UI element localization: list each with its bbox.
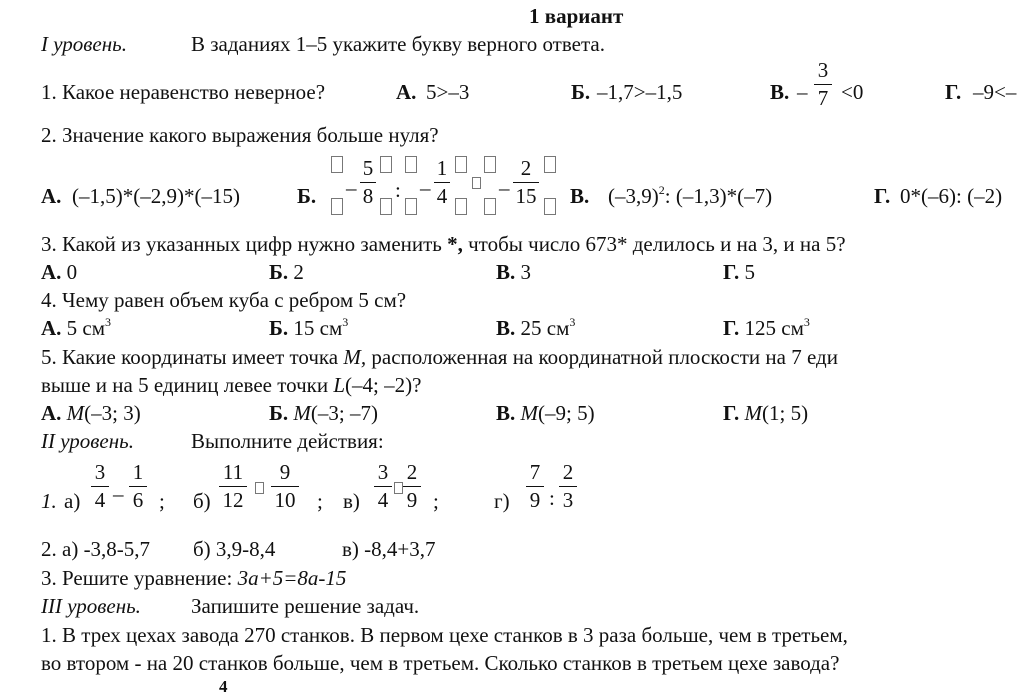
placeholder-glyph	[331, 198, 343, 215]
denominator: 12	[222, 488, 244, 512]
q5-answer-v: В. М(–9; 5)	[496, 401, 595, 425]
q2-answer-g-label: Г.	[874, 184, 891, 208]
q2-b-fraction-1	[360, 158, 376, 207]
task-1-number: 1.	[41, 489, 57, 513]
task-1b-fraction-2	[271, 462, 299, 511]
placeholder-glyph	[380, 156, 392, 173]
q2-b-f3-denominator: 15	[515, 184, 537, 208]
q2-b-f1-denominator: 8	[362, 184, 374, 208]
q4-answer-a: А. 5 $см^3$	[41, 315, 112, 340]
q1-v-numerator: 3	[814, 60, 832, 85]
q1-v-denominator: 7	[817, 86, 829, 110]
problem-1-line-1: 1. В трех цехах завода 270 станков. В первом цехе станков в 3 раза больше, чем в третьем,	[41, 623, 848, 647]
task-1b-fraction-1	[219, 462, 247, 511]
placeholder-glyph	[484, 198, 496, 215]
denominator: 4	[94, 488, 106, 512]
numerator: 7	[526, 462, 544, 487]
task-2c: в) -8,4+3,7	[342, 537, 436, 561]
question-5-line-2: выше и на 5 единиц левее точки L(–4; –2)?	[41, 373, 422, 397]
q4-answer-v: В. 25 $см^3$	[496, 315, 576, 340]
q2-b-minus-3: –	[499, 176, 510, 200]
placeholder-glyph	[544, 156, 556, 173]
problem-1-line-2: во втором - на 20 станков больше, чем в третьем. Сколько станков в третьем цехе завода?	[41, 651, 840, 675]
task-1b-label: б)	[193, 489, 211, 513]
task-2a: 2. а) -3,8-5,7	[41, 537, 151, 561]
q1-answer-v-label: В.	[770, 80, 790, 104]
q5-answer-b: Б. М(–3; –7)	[269, 401, 378, 425]
question-4-text: 4. Чему равен объем куба с ребром 5 см?	[41, 288, 407, 312]
placeholder-glyph	[255, 482, 264, 494]
q3-answer-g: Г. 5	[723, 260, 755, 284]
q1-answer-a-text: 5>–3	[426, 80, 470, 104]
q2-b-colon: :	[395, 178, 401, 202]
task-1a-fraction-2	[129, 462, 147, 511]
denominator: 9	[529, 488, 541, 512]
q2-answer-v-label: В.	[570, 184, 590, 208]
task-1b-separator: ;	[317, 489, 323, 513]
placeholder-glyph	[472, 177, 481, 189]
question-5-line-1: 5. Какие координаты имеет точка М, расположенная на координатной плоскости на 7 еди	[41, 345, 838, 369]
task-1a-separator: ;	[159, 489, 165, 513]
denominator: 4	[377, 488, 389, 512]
q1-answer-b-text: –1,7>–1,5	[597, 80, 683, 104]
level-1-instruction: В заданиях 1–5 укажите букву верного ответа.	[191, 32, 605, 56]
q2-b-f1-numerator: 5	[360, 158, 376, 183]
task-1a-fraction-1	[91, 462, 109, 511]
level-2-instruction: Выполните действия:	[191, 429, 384, 453]
denominator: 10	[274, 488, 296, 512]
placeholder-glyph	[331, 156, 343, 173]
q1-answer-v-fraction	[814, 60, 832, 109]
placeholder-glyph	[405, 156, 417, 173]
numerator: 1	[129, 462, 147, 487]
task-1c-separator: ;	[433, 489, 439, 513]
q2-b-minus-1: –	[346, 176, 357, 200]
q2-answer-v-text: $(-3,9)^2$: (–1,3)*(–7)	[608, 183, 773, 208]
task-3: 3. Решите уравнение: 3а+5=8а-15	[41, 566, 347, 590]
q2-answer-a-label: А.	[41, 184, 62, 208]
q1-answer-g-label: Г.	[945, 80, 962, 104]
q2-b-fraction-2	[434, 158, 450, 207]
placeholder-glyph	[405, 198, 417, 215]
placeholder-glyph	[380, 198, 392, 215]
q1-answer-b-label: Б.	[571, 80, 591, 104]
placeholder-glyph	[394, 482, 403, 494]
numerator: 3	[91, 462, 109, 487]
q2-b-fraction-3	[513, 158, 539, 207]
placeholder-glyph	[455, 156, 467, 173]
denominator: 3	[562, 488, 574, 512]
numerator: 11	[219, 462, 247, 487]
numerator: 2	[403, 462, 421, 487]
task-2b: б) 3,9-8,4	[193, 537, 276, 561]
variant-title: 1 вариант	[529, 4, 624, 28]
task-1d-operator: :	[549, 486, 555, 510]
question-2-text: 2. Значение какого выражения больше нуля?	[41, 123, 439, 147]
q2-answer-g-text: 0*(–6): (–2)	[900, 184, 1003, 208]
q1-answer-v-minus: –	[797, 80, 808, 104]
task-1d-fraction-1	[526, 462, 544, 511]
task-1a-operator: –	[113, 482, 124, 506]
q3-answer-a: А. 0	[41, 260, 78, 284]
q1-answer-v-rest: <0	[841, 80, 864, 104]
q1-answer-g-text: –9<–	[973, 80, 1017, 104]
placeholder-glyph	[544, 198, 556, 215]
q1-answer-a-label: А.	[396, 80, 417, 104]
page-number: 4	[219, 677, 228, 696]
q4-answer-b: Б. 15 $см^3$	[269, 315, 349, 340]
q3-answer-v: В. 3	[496, 260, 532, 284]
question-3-text: 3. Какой из указанных цифр нужно заменить *, чтобы число 673* делилось и на 3, и на 5?	[41, 232, 846, 256]
q2-b-minus-2: –	[420, 176, 431, 200]
q2-b-f2-numerator: 1	[434, 158, 450, 183]
placeholder-glyph	[455, 198, 467, 215]
q5-answer-a: А. М(–3; 3)	[41, 401, 141, 425]
task-1d-label: г)	[494, 489, 510, 513]
numerator: 2	[559, 462, 577, 487]
denominator: 6	[132, 488, 144, 512]
level-1-title: I уровень.	[41, 32, 127, 56]
question-1-text: 1. Какое неравенство неверное?	[41, 80, 326, 104]
task-1a-label: а)	[64, 489, 81, 513]
numerator: 3	[374, 462, 392, 487]
numerator: 9	[271, 462, 299, 487]
level-3-instruction: Запишите решение задач.	[191, 594, 420, 618]
q2-answer-b-label: Б.	[297, 184, 317, 208]
q5-answer-g: Г. М(1; 5)	[723, 401, 809, 425]
q2-b-f3-numerator: 2	[513, 158, 539, 183]
denominator: 9	[406, 488, 418, 512]
task-1c-fraction-1	[374, 462, 392, 511]
q2-b-f2-denominator: 4	[436, 184, 448, 208]
level-2-title: II уровень.	[41, 429, 134, 453]
task-1c-label: в)	[343, 489, 360, 513]
task-1d-fraction-2	[559, 462, 577, 511]
q4-answer-g: Г. 125 $см^3$	[723, 315, 810, 340]
task-1c-fraction-2	[403, 462, 421, 511]
placeholder-glyph	[484, 156, 496, 173]
level-3-title: III уровень.	[41, 594, 141, 618]
q2-answer-a-text: (–1,5)*(–2,9)*(–15)	[72, 184, 240, 208]
q3-answer-b: Б. 2	[269, 260, 304, 284]
